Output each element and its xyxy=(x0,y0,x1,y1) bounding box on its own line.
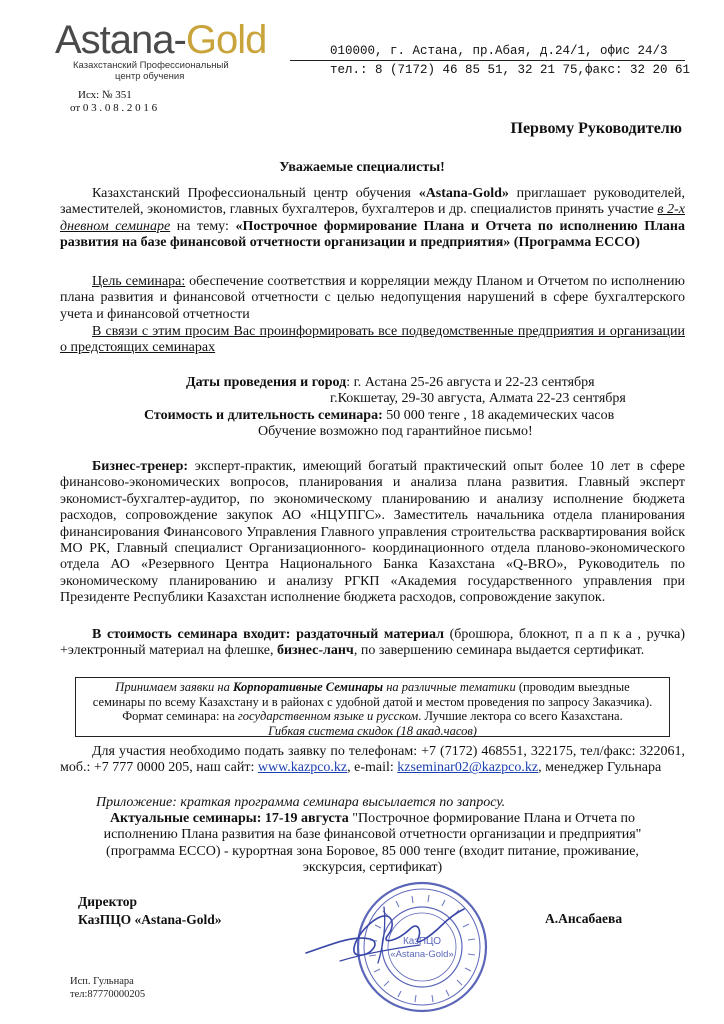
guarantee-line: Обучение возможно под гарантийное письмо! xyxy=(258,424,533,440)
executor-phone: тел:87770000205 xyxy=(70,988,146,1000)
stamp-text-2: «Astana-Gold» xyxy=(390,949,454,960)
logo-subtitle-1: Казахстанский Профессиональный xyxy=(73,60,229,71)
notice-discounts: Гибкая система скидок (18 акад.часов) xyxy=(268,723,477,738)
letterhead-address: 010000, г. Астана, пр.Абая, д.24/1, офис 24/3 xyxy=(330,44,668,58)
notice-text-1d: (проводим выездные xyxy=(515,680,630,694)
appendix-text: Приложение: краткая программа семинара высылается по запросу. xyxy=(96,795,506,810)
dates-astana: : г. Астана 25-26 августа и 22-23 сентября xyxy=(346,375,595,390)
notice-line-1 xyxy=(76,680,669,695)
notice-corporate: Корпоративные Семинары xyxy=(233,680,384,694)
trainer-paragraph xyxy=(60,459,685,607)
trainer-text: эксперт-практик, имеющий богатый практический опыт более 10 лет в сфере финансово-экономических вопросов, планирования и анализа плана развития. Главный эксперт экономист-бухгалтер-аудитор, по экономическому планированию и анализу исполнение бюджета расходов, сопровождение закупок АО «НЦУПГС». Заместитель начальника отдела планирования финансирования Финансового Управления Главного управления строительства расквартирования войск МО РК, Главный специалист Организационного- координационного отдела планово-экономического отдела АО «Резервного Центра Национального Банка Казахстана «Q-BRO», Руководитель по экономическому планированию и анализу РГКП «Академия государственного управления при Президенте Республики Казахстан исполнение бюджета расходов, сопровождение закупок. xyxy=(60,459,685,606)
email-link[interactable]: kzseminar02@kazpco.kz xyxy=(397,760,539,776)
executor-name: Исп. Гульнара xyxy=(70,976,134,987)
dates-label: Даты проведения и город xyxy=(186,375,347,390)
signatory-name: А.Ансабаева xyxy=(545,911,623,926)
recipient: Первому Руководителю xyxy=(510,120,682,137)
executor-block xyxy=(70,976,145,1001)
trainer-label: Бизнес-тренер: xyxy=(92,459,189,474)
actual-label: Актуальные семинары: 17-19 августа xyxy=(109,811,349,826)
cost-label: Стоимость и длительность семинара: xyxy=(144,407,383,423)
company-logo xyxy=(55,20,285,90)
apply-text: Для участия необходимо подать заявку по телефонам: +7 (7172) 468551, 322175, тел/факс: 322061, моб.: +7 777 0000 205, наш сайт: xyxy=(60,744,685,776)
actual-seminars xyxy=(80,811,665,877)
handwritten-signature xyxy=(300,895,470,970)
goal-label: Цель семинара: xyxy=(92,274,186,289)
notice-text-3c: . Лучшие лектора со всего Казахстана. xyxy=(418,709,623,723)
seminar-topic: «Построчное формирование Плана и Отчета по исполнению Плана развития на базе финансовой отчетности организации и предприятия» (Программа ЕССО) xyxy=(60,218,686,251)
letterhead-contacts xyxy=(330,42,690,80)
intro-text-3: на тему: xyxy=(170,218,236,234)
notice-line-3 xyxy=(76,709,669,724)
apply-text-2: , e-mail: xyxy=(347,760,398,776)
stamp-text-1: КазПЦО xyxy=(402,936,442,947)
request-paragraph: В связи с этим просим Вас проинформировать все подведомственные предприятия и организации о предстоящих семинарах xyxy=(60,324,685,356)
notice-text-3a: Формат семинара: на xyxy=(122,709,238,723)
cost-line xyxy=(60,408,685,424)
logo-wordmark: Astana-Gold xyxy=(55,18,267,62)
website-link[interactable]: www.kazpco.kz xyxy=(257,760,348,776)
includes-lunch: бизнес-ланч xyxy=(276,643,354,659)
signatory-org: КазПЦО «Astana-Gold» xyxy=(78,912,222,927)
includes-paragraph xyxy=(60,627,685,660)
goal-paragraph xyxy=(60,274,685,323)
actual-text: "Построчное формирование Плана и Отчета по исполнению Плана развития на базе финансовой отчетности организации и предприятия" (программа ЕССО) - курортная зона Боровое, 85 000 тенге (входит питание, проживание, экскурсия, сертификат) xyxy=(103,811,642,876)
appendix-line xyxy=(60,795,685,811)
intro-text: Казахстанский Профессиональный центр обучения xyxy=(92,186,419,201)
apply-paragraph xyxy=(60,744,685,777)
goal-text: обеспечение соответствия и корреляции между Планом и Отчетом по исполнению плана развития и финансовой отчетности с целью недопущения нарушений в сфере бухгалтерского учета и финансовой отчетности xyxy=(60,274,685,322)
outgoing-date: от 0 3 . 0 8 . 2 0 1 6 xyxy=(70,102,158,114)
notice-line-2: семинары по всему Казахстану и в районах с удобной датой и местом проведения по запросу Заказчика). xyxy=(92,694,653,709)
dates-block xyxy=(60,375,685,441)
letterhead-phones: тел.: 8 (7172) 46 85 51, 32 21 75,факс: 32 20 61 xyxy=(330,63,691,77)
intro-text-2: приглашает руководителей, заместителей, экономистов, главных бухгалтеров, бухгалтеров и др. специалистов принять участие xyxy=(60,186,685,218)
company-name: «Astana-Gold» xyxy=(418,186,509,201)
greeting: Уважаемые специалисты! xyxy=(279,160,445,175)
outgoing-number-block xyxy=(70,89,157,115)
outgoing-number: Исх: № 351 xyxy=(78,89,132,101)
notice-line-4 xyxy=(76,724,669,739)
seminar-duration: в 2-х дневном семинаре xyxy=(60,202,685,234)
letterhead-divider xyxy=(290,60,685,61)
apply-text-3: , менеджер Гульнара xyxy=(538,760,662,776)
corporate-seminars-notice xyxy=(75,677,670,737)
dates-line-1 xyxy=(60,375,685,391)
includes-text: (брошюра, блокнот, п а п к а , ручка) +электронный материал на флешке, xyxy=(60,627,685,659)
dates-line-2: г.Кокшетау, 29-30 августа, Алмата 22-23 сентября xyxy=(330,391,626,407)
intro-paragraph xyxy=(60,186,685,252)
signatory-title: Директор xyxy=(78,894,138,909)
signatory-block xyxy=(78,893,222,929)
includes-label: В стоимость семинара входит: раздаточный материал xyxy=(92,627,444,642)
notice-text-1c: на различные тематики xyxy=(383,680,516,694)
notice-text-1a: Принимаем заявки на xyxy=(115,680,234,694)
logo-subtitle-2: центр обучения xyxy=(115,71,185,82)
includes-text-2: , по завершению семинара выдается сертификат. xyxy=(353,643,645,659)
cost-value: 50 000 тенге , 18 академических часов xyxy=(382,407,615,423)
notice-languages: государственном языке и русском xyxy=(237,709,419,723)
